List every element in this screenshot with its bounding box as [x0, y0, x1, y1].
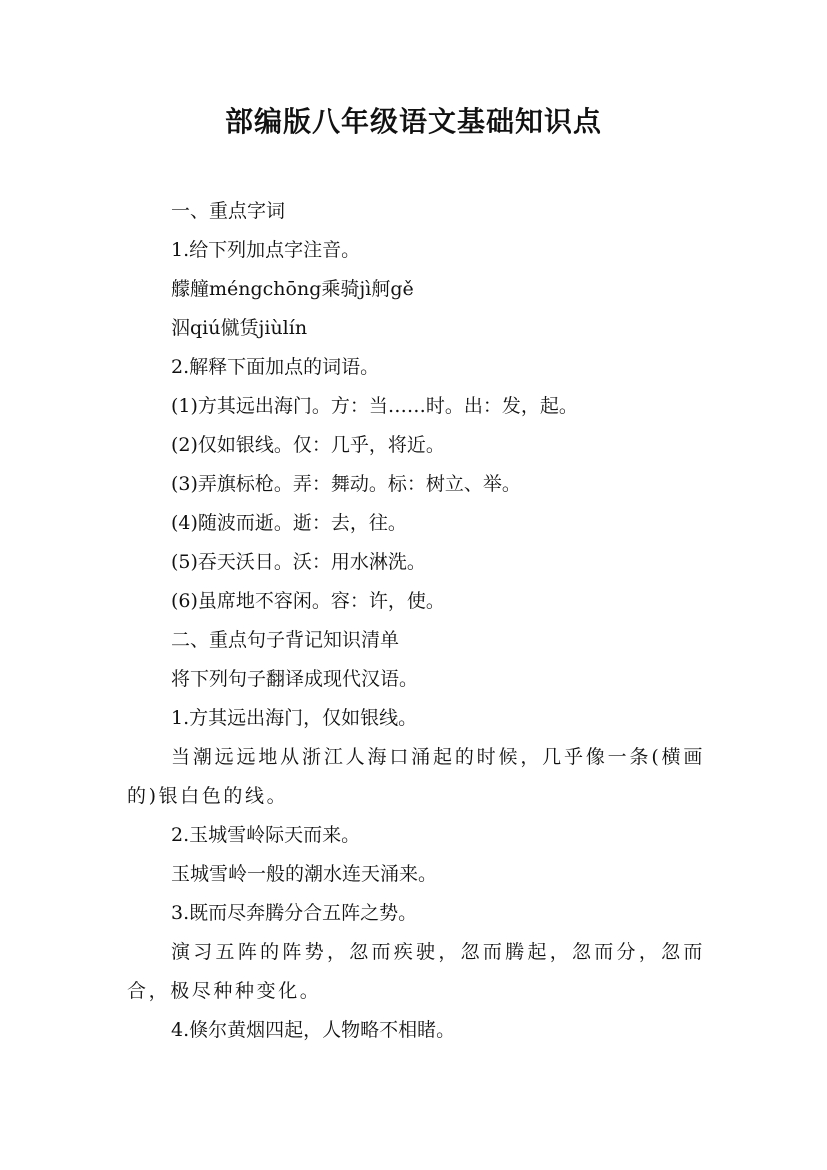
- definition-line: (5)吞天沃日。沃：用水淋洗。: [171, 551, 426, 573]
- definition-line: (4)随波而逝。逝：去，往。: [171, 512, 407, 534]
- sentence-line: 4.倏尔黄烟四起，人物略不相睹。: [171, 1019, 456, 1041]
- pinyin-line: 泅qiú僦赁jiùlín: [171, 317, 308, 339]
- question-heading: 2.解释下面加点的词语。: [171, 356, 380, 378]
- translation-paragraph: 演习五阵的阵势，忽而疾驶，忽而腾起，忽而分，忽而合，极尽种种变化。: [127, 941, 705, 1002]
- section-heading: 一、重点字词: [171, 200, 286, 222]
- sentence-line: 2.玉城雪岭际天而来。: [171, 824, 361, 846]
- question-heading: 1.给下列加点字注音。: [171, 239, 361, 261]
- pinyin-line: 艨艟méngchōng乘骑jì舸gě: [171, 278, 414, 300]
- document-body: [127, 192, 705, 1050]
- translation-paragraph: 当潮远远地从浙江人海口涌起的时候，几乎像一条(横画的)银白色的线。: [127, 746, 705, 807]
- sentence-line: 3.既而尽奔腾分合五阵之势。: [171, 902, 418, 924]
- definition-line: (1)方其远出海门。方：当……时。出：发，起。: [171, 395, 578, 417]
- definition-line: (6)虽席地不容闲。容：许，使。: [171, 590, 445, 612]
- translation-line: 玉城雪岭一般的潮水连天涌来。: [171, 863, 438, 885]
- definition-line: (2)仅如银线。仅：几乎，将近。: [171, 434, 445, 456]
- instruction-line: 将下列句子翻译成现代汉语。: [171, 668, 419, 690]
- sentence-line: 1.方其远出海门，仅如银线。: [171, 707, 418, 729]
- definition-line: (3)弄旗标枪。弄：舞动。标：树立、举。: [171, 473, 521, 495]
- section-heading: 二、重点句子背记知识清单: [171, 629, 400, 651]
- page-title: 部编版八年级语文基础知识点: [224, 105, 602, 138]
